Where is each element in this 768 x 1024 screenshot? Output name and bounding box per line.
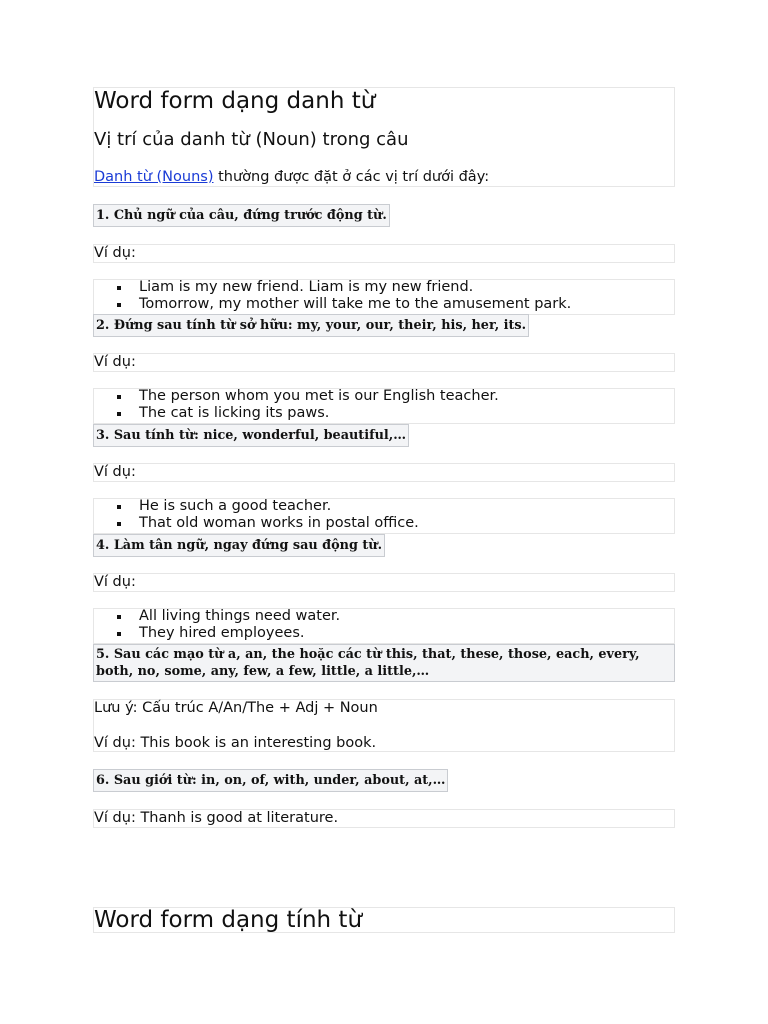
- example-list: [93, 279, 675, 315]
- rule-6: 6. Sau giới từ: in, on, of, with, under, about, at,…: [93, 769, 448, 792]
- example-list: [93, 498, 675, 534]
- rule-4: 4. Làm tân ngữ, ngay đứng sau động từ.: [93, 534, 385, 557]
- example-box: [93, 809, 675, 828]
- note-text: Lưu ý: Cấu trúc A/An/The + Adj + Noun: [94, 700, 378, 716]
- example-label: Ví dụ:: [94, 574, 136, 590]
- rule-5: 5. Sau các mạo từ a, an, the hoặc các từ this, that, these, those, each, every, both, no, some, any, few, a few, little, a little,…: [93, 644, 675, 682]
- list-item: The person whom you met is our English teacher.: [139, 388, 499, 405]
- nouns-link[interactable]: Danh từ (Nouns): [94, 169, 214, 185]
- next-section-title: Word form dạng tính từ: [94, 907, 363, 933]
- example-label-box: [93, 463, 675, 482]
- example-label: Ví dụ:: [94, 354, 136, 370]
- bullet-icon: [117, 395, 121, 399]
- list-item: That old woman works in postal office.: [139, 515, 419, 532]
- bullet-icon: [117, 286, 121, 290]
- list-item: They hired employees.: [139, 625, 305, 642]
- section-subtitle: Vị trí của danh từ (Noun) trong câu: [94, 129, 409, 150]
- rule-3: 3. Sau tính từ: nice, wonderful, beautiful,…: [93, 424, 409, 447]
- list-item: He is such a good teacher.: [139, 498, 331, 515]
- example-text: Ví dụ: This book is an interesting book.: [94, 735, 377, 751]
- header-block: [93, 87, 675, 187]
- intro-text: thường được đặt ở các vị trí dưới đây:: [213, 169, 490, 185]
- rule-1: 1. Chủ ngữ của câu, đứng trước động từ.: [93, 204, 390, 227]
- example-list: [93, 388, 675, 424]
- bullet-icon: [117, 632, 121, 636]
- bullet-icon: [117, 505, 121, 509]
- intro-paragraph: [94, 168, 489, 186]
- bullet-icon: [117, 412, 121, 416]
- example-list: [93, 608, 675, 644]
- example-label: Ví dụ:: [94, 245, 136, 261]
- list-item: Liam is my new friend. Liam is my new friend.: [139, 279, 473, 296]
- list-item: All living things need water.: [139, 608, 340, 625]
- bullet-icon: [117, 615, 121, 619]
- list-item: The cat is licking its paws.: [139, 405, 329, 422]
- bullet-icon: [117, 303, 121, 307]
- example-label-box: [93, 353, 675, 372]
- example-label-box: [93, 244, 675, 263]
- page-title: Word form dạng danh từ: [94, 88, 376, 114]
- bullet-icon: [117, 522, 121, 526]
- example-text: Ví dụ: Thanh is good at literature.: [94, 810, 339, 826]
- note-block: [93, 699, 675, 752]
- example-label-box: [93, 573, 675, 592]
- rule-2: 2. Đứng sau tính từ sở hữu: my, your, our, their, his, her, its.: [93, 314, 529, 337]
- list-item: Tomorrow, my mother will take me to the amusement park.: [139, 296, 571, 313]
- next-heading-block: [93, 907, 675, 933]
- example-label: Ví dụ:: [94, 464, 136, 480]
